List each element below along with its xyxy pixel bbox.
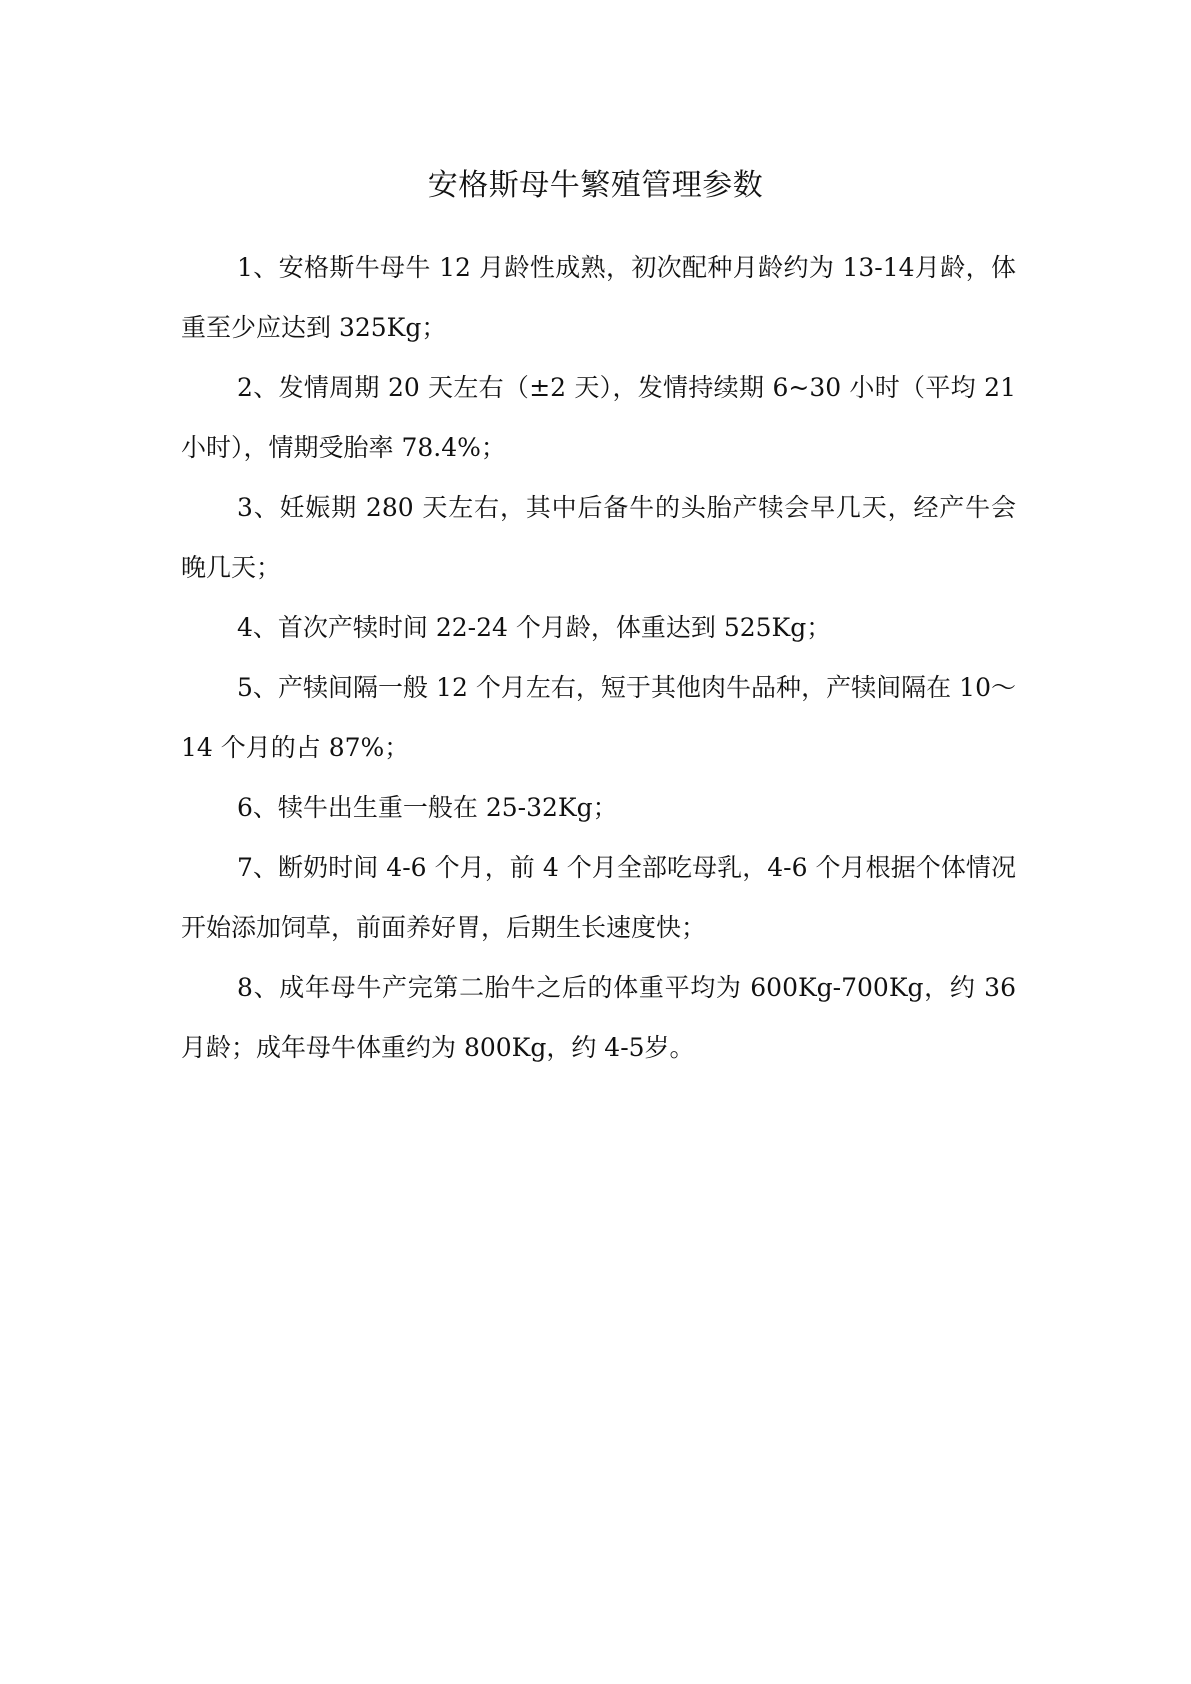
paragraph-1: 1、安格斯牛母牛 12 月龄性成熟，初次配种月龄约为 13-14月龄，体重至少应达到 325Kg； bbox=[181, 253, 1016, 342]
document-title: 安格斯母牛繁殖管理参数 bbox=[427, 168, 764, 203]
paragraph-8: 8、成年母牛产完第二胎牛之后的体重平均为 600Kg-700Kg，约 36 月龄；成年母牛体重约为 800Kg，约 4-5岁。 bbox=[181, 973, 1016, 1062]
paragraph-2: 2、发情周期 20 天左右（±2 天），发情持续期 6~30 小时（平均 21 小时），情期受胎率 78.4%； bbox=[181, 373, 1016, 462]
paragraph-4: 4、首次产犊时间 22-24 个月龄，体重达到 525Kg； bbox=[237, 613, 832, 642]
document-body bbox=[181, 238, 1016, 1078]
paragraph-3: 3、妊娠期 280 天左右，其中后备牛的头胎产犊会早几天，经产牛会晚几天； bbox=[181, 493, 1016, 582]
paragraph-5: 5、产犊间隔一般 12 个月左右，短于其他肉牛品种，产犊间隔在 10～14 个月的占 87%； bbox=[181, 673, 1016, 762]
paragraph-7: 7、断奶时间 4-6 个月，前 4 个月全部吃母乳，4-6 个月根据个体情况开始添加饲草，前面养好胃，后期生长速度快； bbox=[181, 853, 1016, 942]
paragraph-6: 6、犊牛出生重一般在 25-32Kg； bbox=[237, 793, 618, 822]
